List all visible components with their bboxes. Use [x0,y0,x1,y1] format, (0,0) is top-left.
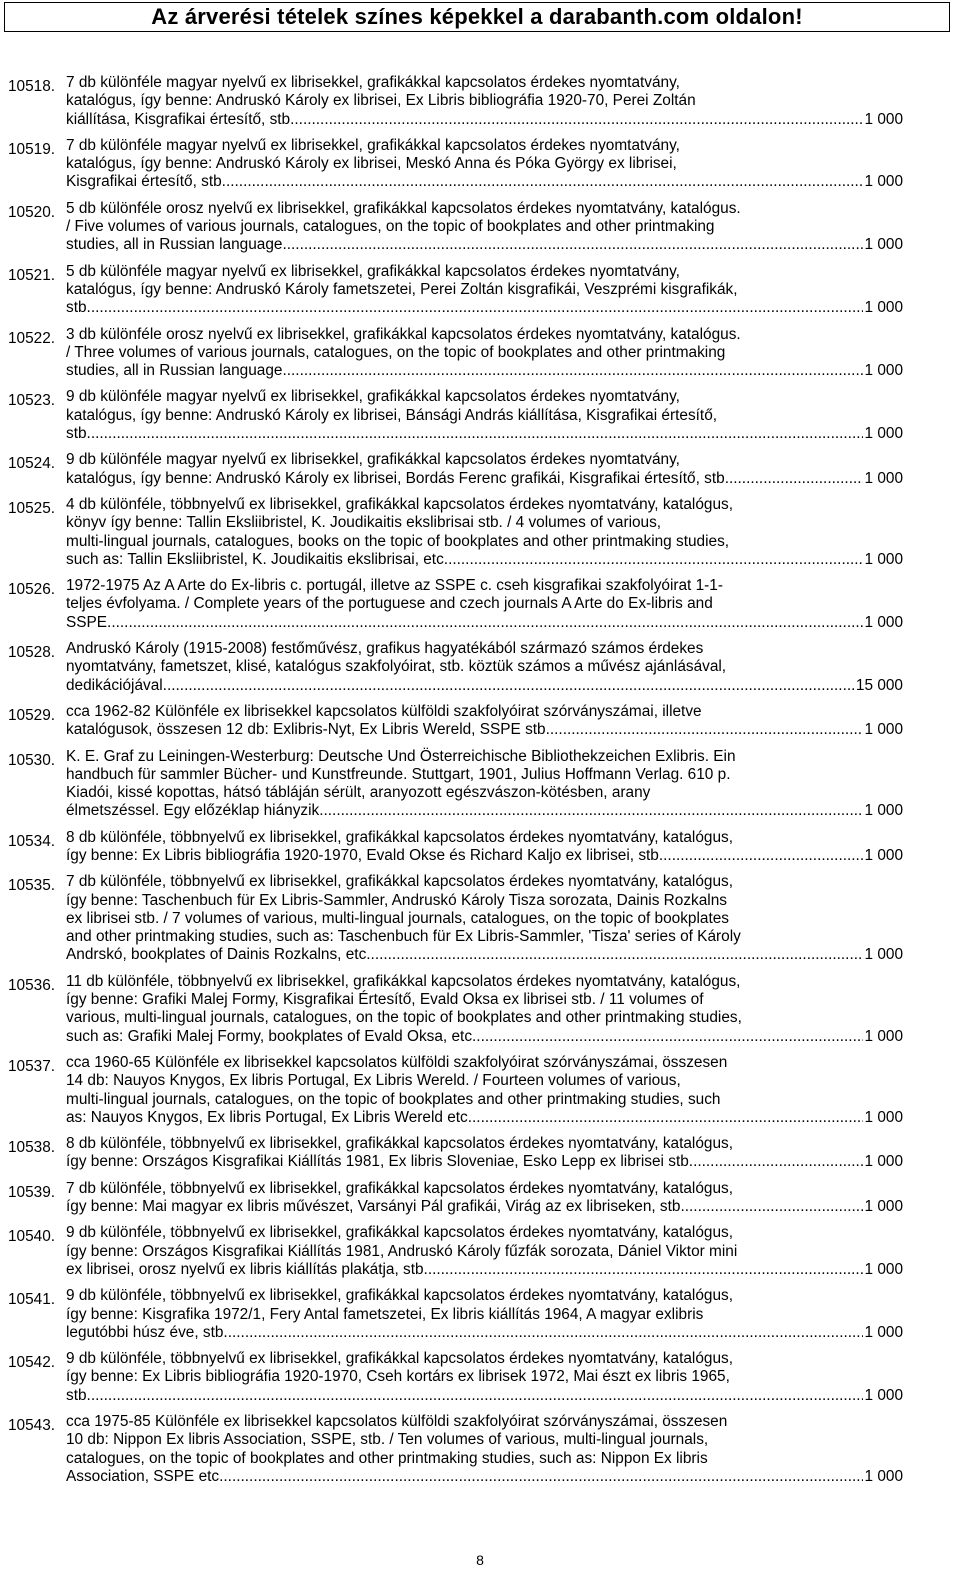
lot-price: 15 000 [855,676,903,694]
dot-leader [226,173,864,191]
lot-number: 10536. [8,976,56,994]
lot-price-line [66,1387,903,1405]
dot-leader [663,847,863,865]
lot-description-last-line: studies, all in Russian language. [66,236,287,254]
lot-item [8,192,903,255]
lot-description-last-line: élmetszéssel. Egy előzéklap hiányzik. [66,802,324,820]
lot-price: 1 000 [864,1153,903,1171]
dot-leader [91,1387,864,1405]
lot-item [8,1127,903,1172]
dot-leader [729,470,864,488]
lot-price-line [66,299,903,317]
lot-price: 1 000 [864,173,903,191]
lot-item [8,74,903,129]
dot-leader [428,1261,864,1279]
lot-price: 1 000 [864,299,903,317]
lot-description-last-line: studies, all in Russian language. [66,362,287,380]
lot-price: 1 000 [864,846,903,864]
lot-description-last-line: ex librisei, orosz nyelvű ex libris kiállítás plakátja, stb. [66,1260,428,1278]
lot-item [8,1342,903,1405]
lot-description-line: 1972-1975 Az A Arte do Ex-libris c. portugál, illetve az SSPE c. cseh kisgrafikai szakfolyóirat 1-1- [66,577,723,595]
lot-price: 1 000 [864,1027,903,1045]
lot-item [8,1216,903,1279]
lot-price-line [66,236,903,254]
dot-leader [167,677,855,695]
dot-leader [111,614,863,632]
lot-number: 10539. [8,1183,56,1201]
lot-description-line: nyomtatvány, fametszet, klisé, katalógus szakfolyóirat, stb. köztük számos a művész ajánlásával, [66,658,727,676]
lot-price: 1 000 [864,425,903,443]
dot-leader [550,721,864,739]
dot-leader [287,236,864,254]
lot-number: 10525. [8,499,56,517]
lot-number: 10521. [8,266,56,284]
lot-price-line [66,1468,903,1486]
lot-number: 10541. [8,1291,56,1309]
lot-description-line: and other printmaking studies, such as: Taschenbuch für Ex Libris-Sammler, 'Tisza' series of Károly [66,928,741,946]
lot-description-last-line: as: Nauyos Knygos, Ex libris Portugal, Ex Libris Wereld etc. [66,1108,473,1126]
lot-description-line: 9 db különféle, többnyelvű ex librisekkel, grafikákkal kapcsolatos érdekes nyomtatvány, katalógus, [66,1350,734,1368]
lot-price: 1 000 [864,613,903,631]
dot-leader [685,1198,864,1216]
dot-leader [472,1109,863,1127]
lot-description-last-line: így benne: Mai magyar ex libris művészet, Varsányi Pál grafikái, Virág az ex libriseken, stb. [66,1198,685,1216]
lot-description-last-line: katalógus, így benne: Andruskó Károly ex librisei, Bordás Ferenc grafikái, Kisgrafikai értesítő, stb. [66,469,729,487]
lot-item [8,569,903,632]
lot-price-line [66,425,903,443]
lot-item [8,380,903,443]
lot-price: 1 000 [864,110,903,128]
lot-description-line: 7 db különféle, többnyelvű ex librisekkel, grafikákkal kapcsolatos érdekes nyomtatvány, katalógus, [66,873,734,891]
lot-price-line [66,111,903,129]
lot-number: 10537. [8,1057,56,1075]
lot-description-line: 4 db különféle, többnyelvű ex librisekkel, grafikákkal kapcsolatos érdekes nyomtatvány, katalógus, [66,495,734,513]
lot-number: 10528. [8,644,56,662]
lot-description-line: könyv így benne: Tallin Eksliibristel, K. Joudikaitis ekslibrisai stb. / 4 volumes of various, [66,514,662,532]
lot-item [8,1405,903,1486]
lot-description-line: 11 db különféle, többnyelvű ex librisekkel, grafikákkal kapcsolatos érdekes nyomtatvány, katalógus, [66,972,741,990]
lot-price-line [66,721,903,739]
lot-number: 10526. [8,581,56,599]
lot-description-line: katalógus, így benne: Andruskó Károly ex librisei, Ex Libris bibliográfia 1920-70, Perei Zoltán [66,92,696,110]
lot-description-line: így benne: Ex Libris bibliográfia 1920-1970, Cseh kortárs ex librisek 1972, Mai észt ex libris 1965, [66,1368,730,1386]
lot-number: 10520. [8,203,56,221]
lot-price: 1 000 [864,946,903,964]
dot-leader [448,551,863,569]
lot-price: 1 000 [864,1260,903,1278]
lot-item [8,318,903,381]
lot-price: 1 000 [864,1467,903,1485]
lot-item [8,1279,903,1342]
lot-item [8,129,903,192]
lot-description-line: 5 db különféle magyar nyelvű ex librisekkel, grafikákkal kapcsolatos érdekes nyomtatvány, [66,262,680,280]
dot-leader [228,1324,864,1342]
lot-description-last-line: Association, SSPE etc. [66,1467,224,1485]
dot-leader [476,1028,863,1046]
lot-description-line: katalógus, így benne: Andruskó Károly ex librisei, Bánsági András kiállítása, Kisgrafikai értesítő, [66,406,718,424]
lot-price-line [66,362,903,380]
lot-price-line [66,1153,903,1171]
lot-number: 10522. [8,329,56,347]
lot-description-last-line: legutóbbi húsz éve, stb. [66,1323,228,1341]
lot-description-last-line: SSPE. [66,613,112,631]
lot-price: 1 000 [864,1108,903,1126]
lot-price: 1 000 [864,469,903,487]
dot-leader [287,362,864,380]
lot-description-line: 9 db különféle magyar nyelvű ex librisekkel, grafikákkal kapcsolatos érdekes nyomtatvány, [66,451,680,469]
auction-banner: Az árverési tételek színes képekkel a darabanth.com oldalon! [4,2,950,32]
lot-description-line: cca 1975-85 Különféle ex librisekkel kapcsolatos külföldi szakfolyóirat szórványszámai, összesen [66,1413,728,1430]
lot-price-line [66,946,903,964]
lot-price-line [66,802,903,820]
lot-price: 1 000 [864,1198,903,1216]
lot-description-line: így benne: Kisgrafika 1972/1, Fery Antal fametszetei, Ex libris kiállítás 1964, A magyar exlibris [66,1305,704,1323]
lot-description-line: 5 db különféle orosz nyelvű ex librisekkel, grafikákkal kapcsolatos érdekes nyomtatvány, katalógus. [66,199,741,217]
lot-description-last-line: Andrskó, bookplates of Dainis Rozkalns, etc. [66,946,371,964]
lot-description-line: 7 db különféle magyar nyelvű ex librisekkel, grafikákkal kapcsolatos érdekes nyomtatvány, [66,74,680,91]
lot-description-last-line: such as: Grafiki Malej Formy, bookplates of Evald Oksa, etc. [66,1027,477,1045]
lot-description-last-line: így benne: Ex Libris bibliográfia 1920-1970, Evald Okse és Richard Kaljo ex librisei, stb. [66,846,664,864]
lot-description-line: 9 db különféle, többnyelvű ex librisekkel, grafikákkal kapcsolatos érdekes nyomtatvány, katalógus, [66,1287,734,1305]
lot-description-line: 8 db különféle, többnyelvű ex librisekkel, grafikákkal kapcsolatos érdekes nyomtatvány, katalógus, [66,1135,734,1153]
lot-price: 1 000 [864,550,903,568]
lot-item [8,632,903,695]
lot-number: 10538. [8,1139,56,1157]
dot-leader [294,111,863,129]
lot-number: 10535. [8,877,56,895]
lot-description-line: 9 db különféle, többnyelvű ex librisekkel, grafikákkal kapcsolatos érdekes nyomtatvány, katalógus, [66,1224,734,1242]
lot-item [8,965,903,1046]
lot-description-last-line: így benne: Országos Kisgrafikai Kiállítás 1981, Ex libris Sloveniae, Esko Lepp ex librisei stb. [66,1153,694,1171]
lot-price: 1 000 [864,1323,903,1341]
lot-item [8,695,903,740]
lot-price-line [66,173,903,191]
dot-leader [91,299,864,317]
lot-description-line: handbuch für sammler Bücher- und Kunstfreunde. Stuttgart, 1901, Julius Hoffmann Verlag. 610 p. [66,765,731,783]
lot-price: 1 000 [864,721,903,739]
lot-description-line: 10 db: Nippon Ex libris Association, SSPE, stb. / Ten volumes of various, multi-lingual journals, [66,1431,709,1449]
lot-price: 1 000 [864,236,903,254]
lot-price-line [66,1261,903,1279]
dot-leader [91,425,864,443]
lot-description-line: K. E. Graf zu Leiningen-Westerburg: Deutsche Und Österreichische Bibliothekzeichen Exlibris. Ein [66,747,736,765]
lot-number: 10529. [8,706,56,724]
lot-number: 10524. [8,455,56,473]
lot-number: 10542. [8,1354,56,1372]
lot-description-line: így benne: Taschenbuch für Ex Libris-Sammler, Andruskó Károly Tisza sorozata, Dainis Rozkalns [66,891,727,909]
lot-number: 10540. [8,1228,56,1246]
lot-description-line: Andruskó Károly (1915-2008) festőművész, grafikus hagyatékából származó számos érdekes [66,640,704,658]
lot-description-line: 3 db különféle orosz nyelvű ex librisekkel, grafikákkal kapcsolatos érdekes nyomtatvány, katalógus. [66,325,741,343]
lot-description-line: / Three volumes of various journals, catalogues, on the topic of bookplates and other printmaking [66,343,726,361]
lot-price: 1 000 [864,1386,903,1404]
lot-description-last-line: Kisgrafikai értesítő, stb. [66,173,226,191]
lot-price-line [66,614,903,632]
lot-price-line [66,470,903,488]
lot-description-line: cca 1960-65 Különféle ex librisekkel kapcsolatos külföldi szakfolyóirat szórványszámai, összesen [66,1053,728,1071]
lot-description-line: így benne: Grafiki Malej Formy, Kisgrafikai Értesítő, Evald Oksa ex librisei stb. / 11 volumes of [66,991,704,1009]
lot-item [8,1172,903,1217]
lot-item [8,443,903,488]
lot-price-line [66,1109,903,1127]
lot-description-line: 9 db különféle magyar nyelvű ex librisekkel, grafikákkal kapcsolatos érdekes nyomtatvány, [66,388,680,406]
dot-leader [324,802,864,820]
lot-description-line: Kiadói, kissé kopottas, hátsó tábláján sérült, aranyozott egészvászon-kötésben, arany [66,784,651,802]
lot-description-last-line: stb. [66,1386,91,1404]
lot-item [8,488,903,569]
lot-description-last-line: such as: Tallin Eksliibristel, K. Joudikaitis ekslibrisai, etc. [66,550,449,568]
lot-description-line: 7 db különféle, többnyelvű ex librisekkel, grafikákkal kapcsolatos érdekes nyomtatvány, katalógus, [66,1179,734,1197]
lot-description-last-line: stb. [66,299,91,317]
lot-price-line [66,1198,903,1216]
lot-description-line: multi-lingual journals, catalogues, on the topic of bookplates and other printmaking studies, such [66,1090,721,1108]
lot-list [8,74,903,1486]
lot-price-line [66,847,903,865]
lot-description-line: katalógus, így benne: Andruskó Károly ex librisei, Meskó Anna és Póka György ex librisei, [66,155,677,173]
lot-price-line [66,677,903,695]
lot-description-line: katalógus, így benne: Andruskó Károly fametszetei, Perei Zoltán kisgrafikái, Veszprémi kisgrafikák, [66,280,738,298]
dot-leader [223,1468,863,1486]
lot-description-line: 14 db: Nauyos Knygos, Ex libris Portugal, Ex Libris Wereld. / Fourteen volumes of various, [66,1072,681,1090]
lot-price-line [66,1324,903,1342]
lot-price: 1 000 [864,362,903,380]
lot-description-line: / Five volumes of various journals, catalogues, on the topic of bookplates and other printmaking [66,218,715,236]
lot-description-line: various, multi-lingual journals, catalogues, on the topic of bookplates and other printmaking studies, [66,1009,742,1027]
lot-description-line: 7 db különféle magyar nyelvű ex librisekkel, grafikákkal kapcsolatos érdekes nyomtatvány, [66,136,680,154]
lot-price-line [66,1028,903,1046]
lot-description-line: cca 1962-82 Különféle ex librisekkel kapcsolatos külföldi szakfolyóirat szórványszámai, illetve [66,702,702,720]
dot-leader [693,1153,863,1171]
lot-description-last-line: katalógusok, összesen 12 db: Exlibris-Nyt, Ex Libris Wereld, SSPE stb. [66,721,550,739]
lot-number: 10543. [8,1417,56,1434]
lot-description-line: teljes évfolyama. / Complete years of the portuguese and czech journals A Arte do Ex-libris and [66,595,713,613]
lot-price-line [66,551,903,569]
lot-description-line: 8 db különféle, többnyelvű ex librisekkel, grafikákkal kapcsolatos érdekes nyomtatvány, katalógus, [66,828,734,846]
lot-description-line: catalogues, on the topic of bookplates and other printmaking studies, such as: Nippon Ex libris [66,1449,708,1467]
lot-number: 10530. [8,751,56,769]
lot-description-last-line: kiállítása, Kisgrafikai értesítő, stb. [66,110,295,128]
lot-number: 10518. [8,78,56,95]
lot-item [8,865,903,964]
lot-item [8,255,903,318]
lot-number: 10523. [8,392,56,410]
lot-price: 1 000 [864,802,903,820]
page-number: 8 [476,1552,484,1568]
lot-number: 10519. [8,140,56,158]
lot-number: 10534. [8,832,56,850]
lot-description-last-line: stb. [66,425,91,443]
lot-item [8,740,903,821]
dot-leader [371,946,864,964]
lot-description-line: így benne: Országos Kisgrafikai Kiállítás 1981, Andruskó Károly fűzfák sorozata, Dániel Viktor mini [66,1242,738,1260]
lot-item [8,821,903,866]
lot-description-line: multi-lingual journals, catalogues, books on the topic of bookplates and other printmaking studies, [66,532,730,550]
lot-description-line: ex librisei stb. / 7 volumes of various, multi-lingual journals, catalogues, on the topic of bookplates [66,909,729,927]
lot-description-last-line: dedikációjával. [66,676,167,694]
lot-item [8,1046,903,1127]
